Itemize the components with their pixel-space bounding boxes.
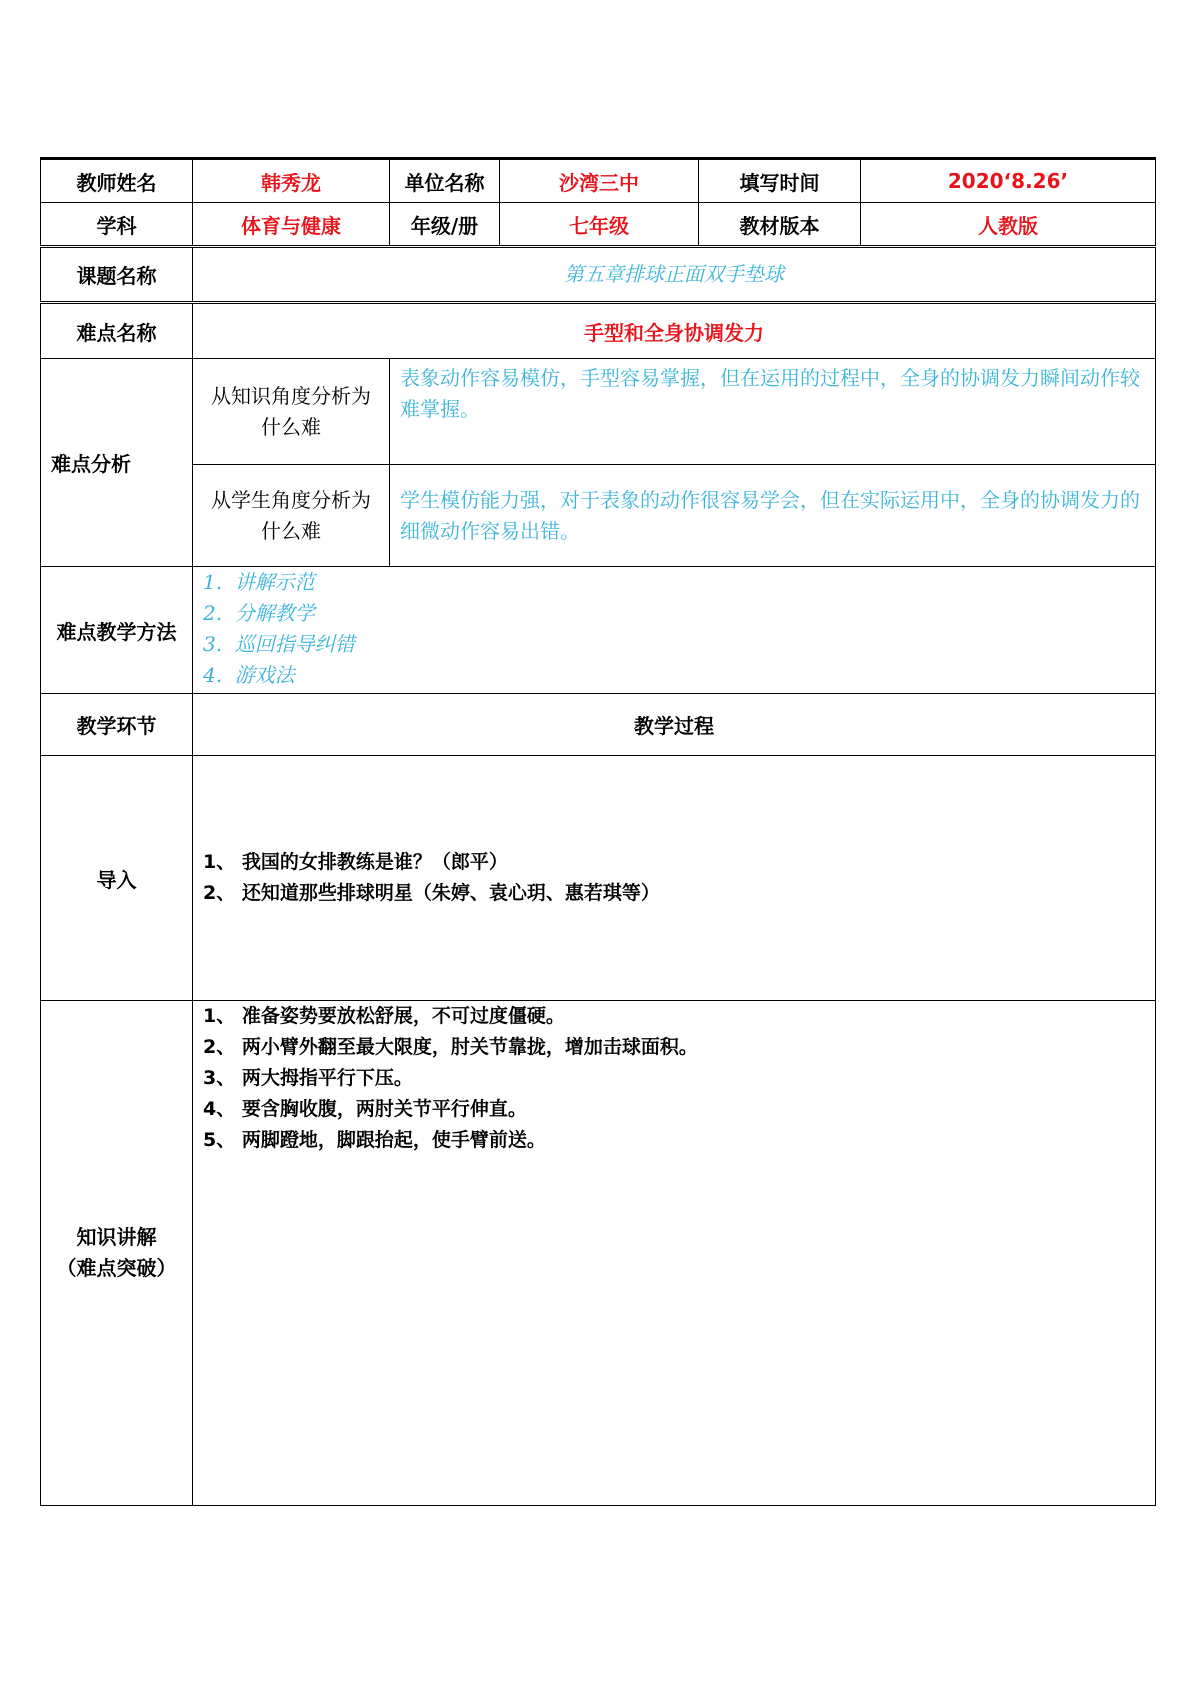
knowledge-list [203, 1001, 1145, 1156]
methods-label: 难点教学方法 [41, 567, 193, 694]
difficulty-label: 难点名称 [41, 303, 193, 359]
process-header-row [41, 694, 1156, 756]
subject-label: 学科 [41, 203, 193, 247]
unit-label: 单位名称 [390, 159, 500, 203]
date-label: 填写时间 [699, 159, 861, 203]
method-item-4: 4. 游戏法 [203, 663, 295, 687]
knowledge-angle-text: 表象动作容易模仿，手型容易掌握，但在运用的过程中，全身的协调发力瞬间动作较难掌握。 [390, 359, 1156, 465]
knowledge-item-5: 5、 两脚蹬地，脚跟抬起，使手臂前送。 [203, 1129, 546, 1151]
student-angle-text: 学生模仿能力强，对于表象的动作很容易学会，但在实际运用中，全身的协调发力的细微动作容易出错。 [390, 465, 1156, 567]
knowledge-item-4: 4、 要含胸收腹，两肘关节平行伸直。 [203, 1098, 527, 1120]
edition-label: 教材版本 [699, 203, 861, 247]
intro-label: 导入 [41, 756, 193, 1001]
difficulty-row [41, 303, 1156, 359]
analysis-row-knowledge [41, 359, 1156, 465]
knowledge-cell [193, 1001, 1156, 1506]
intro-cell [193, 756, 1156, 1001]
topic-label: 课题名称 [41, 247, 193, 303]
intro-list [203, 847, 1145, 909]
methods-cell [193, 567, 1156, 694]
section-label: 教学环节 [41, 694, 193, 756]
intro-row [41, 756, 1156, 1001]
knowledge-label-cell [41, 1001, 193, 1506]
edition-value: 人教版 [861, 203, 1156, 247]
date-value: 2020‘8.26’ [861, 159, 1156, 203]
lesson-plan-table [40, 157, 1156, 1506]
knowledge-sublabel: （难点突破） [56, 1256, 177, 1280]
process-label: 教学过程 [193, 694, 1156, 756]
grade-label: 年级/册 [390, 203, 500, 247]
intro-item-1: 1、 我国的女排教练是谁？（郎平） [203, 851, 508, 873]
topic-value: 第五章排球正面双手垫球 [193, 247, 1156, 303]
analysis-row-student [41, 465, 1156, 567]
unit-value: 沙湾三中 [500, 159, 699, 203]
topic-row [41, 247, 1156, 303]
subject-value: 体育与健康 [193, 203, 390, 247]
grade-value: 七年级 [500, 203, 699, 247]
header-row-1 [41, 159, 1156, 203]
method-item-2: 2. 分解教学 [203, 601, 315, 625]
intro-item-2: 2、 还知道那些排球明星（朱婷、袁心玥、惠若琪等） [203, 882, 660, 904]
methods-row [41, 567, 1156, 694]
knowledge-row [41, 1001, 1156, 1506]
lesson-plan-document [40, 157, 1155, 1506]
student-angle-label: 从学生角度分析为什么难 [193, 465, 390, 567]
knowledge-item-1: 1、 准备姿势要放松舒展，不可过度僵硬。 [203, 1005, 565, 1027]
knowledge-item-3: 3、 两大拇指平行下压。 [203, 1067, 413, 1089]
teacher-label: 教师姓名 [41, 159, 193, 203]
method-item-1: 1. 讲解示范 [203, 570, 315, 594]
methods-list [203, 567, 1145, 691]
knowledge-label: 知识讲解 [76, 1225, 157, 1249]
header-row-2 [41, 203, 1156, 247]
knowledge-angle-label: 从知识角度分析为什么难 [193, 359, 390, 465]
analysis-label: 难点分析 [41, 359, 193, 567]
difficulty-value: 手型和全身协调发力 [193, 303, 1156, 359]
teacher-value: 韩秀龙 [193, 159, 390, 203]
knowledge-item-2: 2、 两小臂外翻至最大限度，肘关节靠拢，增加击球面积。 [203, 1036, 698, 1058]
method-item-3: 3. 巡回指导纠错 [203, 632, 355, 656]
